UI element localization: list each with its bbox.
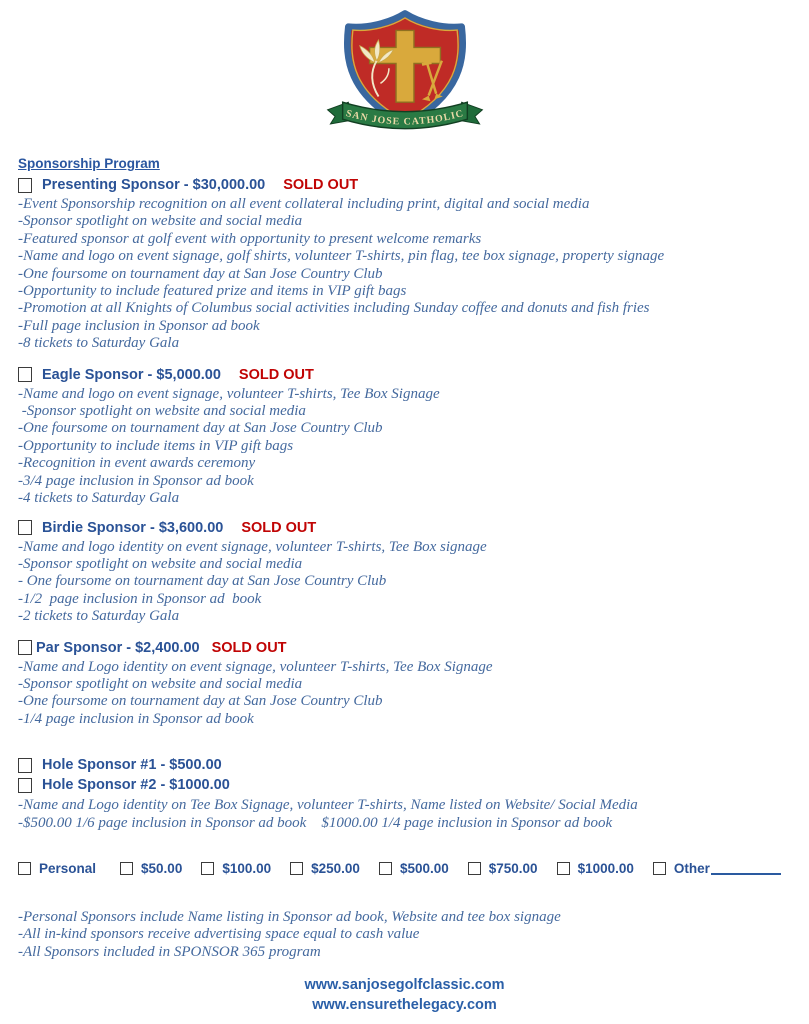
option-label: $750.00 xyxy=(488,860,538,876)
amount-1000-checkbox[interactable] xyxy=(557,862,570,875)
amount-1000-option xyxy=(557,861,634,876)
personal-checkbox[interactable] xyxy=(18,862,31,875)
benefit-line: -Featured sponsor at golf event with opportunity to present welcome remarks xyxy=(18,230,482,247)
tier-heading-row xyxy=(18,757,791,773)
presenting-sponsor-section xyxy=(18,177,791,353)
note-line: -Personal Sponsors include Name listing in Sponsor ad book, Website and tee box signage xyxy=(18,908,561,925)
sold-out-badge: SOLD OUT xyxy=(211,639,287,656)
sold-out-badge: SOLD OUT xyxy=(283,177,359,193)
eagle-sponsor-checkbox[interactable] xyxy=(18,367,32,382)
option-label: Other xyxy=(673,860,710,876)
eagle-sponsor-section xyxy=(18,367,791,508)
benefit-line: -Name and logo identity on event signage, volunteer T-shirts, Tee Box signage xyxy=(18,538,487,555)
benefit-line: -Name and Logo identity on event signage, volunteer T-shirts, Tee Box Signage xyxy=(18,658,493,675)
amount-500-checkbox[interactable] xyxy=(379,862,392,875)
benefit-line: -4 tickets to Saturday Gala xyxy=(18,490,180,507)
tier-label: Par Sponsor - $2,400.00 xyxy=(36,639,200,656)
other-option xyxy=(653,861,781,876)
amount-50-checkbox[interactable] xyxy=(120,862,133,875)
sold-out-badge: SOLD OUT xyxy=(238,366,314,383)
tier-label: Hole Sponsor #2 - $1000.00 xyxy=(42,777,230,794)
benefit-line: -Name and Logo identity on Tee Box Signage, volunteer T-shirts, Name listed on Website/ Social Media xyxy=(18,797,638,814)
benefit-line: -2 tickets to Saturday Gala xyxy=(18,608,180,625)
personal-option xyxy=(18,861,96,876)
presenting-sponsor-checkbox[interactable] xyxy=(18,178,32,193)
benefit-line: -Name and logo on event signage, golf shirts, volunteer T-shirts, pin flag, tee box signage, property signage xyxy=(18,248,665,265)
tier-heading-row xyxy=(18,777,791,793)
benefit-line: -One foursome on tournament day at San Jose Country Club xyxy=(18,265,383,282)
hole-sponsor-1-checkbox[interactable] xyxy=(18,758,32,773)
tier-label: Presenting Sponsor - $30,000.00 xyxy=(42,177,266,193)
option-label: $50.00 xyxy=(141,860,183,876)
benefit-line: -1/4 page inclusion in Sponsor ad book xyxy=(18,710,254,727)
benefit-line: -$500.00 1/6 page inclusion in Sponsor ad book $1000.00 1/4 page inclusion in Sponsor ad book xyxy=(18,814,613,831)
par-sponsor-checkbox[interactable] xyxy=(18,640,32,655)
option-label: $100.00 xyxy=(222,860,272,876)
benefit-line: -Name and logo on event signage, volunteer T-shirts, Tee Box Signage xyxy=(18,385,440,402)
amount-250-option xyxy=(290,861,360,876)
tier-heading-row xyxy=(18,520,791,536)
banner-text: SAN JOSE CATHOLIC xyxy=(344,108,465,128)
benefit-line: -Sponsor spotlight on website and social media xyxy=(18,213,303,230)
page-title: Sponsorship Program xyxy=(18,156,160,171)
hole-sponsor-section xyxy=(18,757,791,832)
par-sponsor-section xyxy=(18,640,791,729)
benefit-line: -Opportunity to include featured prize and items in VIP gift bags xyxy=(18,283,407,300)
option-label: Personal xyxy=(39,860,97,876)
note-line: -All Sponsors included in SPONSOR 365 program xyxy=(18,943,321,960)
option-label: $250.00 xyxy=(311,860,360,876)
benefit-line: -3/4 page inclusion in Sponsor ad book xyxy=(18,472,254,489)
amount-100-option xyxy=(201,861,271,876)
benefit-line: -Event Sponsorship recognition on all event collateral including print, digital and social media xyxy=(18,196,590,212)
personal-amount-row xyxy=(18,861,791,876)
amount-750-option xyxy=(468,861,538,876)
tier-label: Birdie Sponsor - $3,600.00 xyxy=(42,519,224,536)
benefit-line: -One foursome on tournament day at San Jose Country Club xyxy=(18,420,383,437)
benefit-line: -One foursome on tournament day at San Jose Country Club xyxy=(18,693,383,710)
benefit-line: -Promotion at all Knights of Columbus social activities including Sunday coffee and donuts and fish fries xyxy=(18,300,650,317)
footer-links xyxy=(18,976,791,1015)
benefit-line: -Recognition in event awards ceremony xyxy=(18,455,256,472)
hole-sponsor-2-checkbox[interactable] xyxy=(18,778,32,793)
tier-label: Eagle Sponsor - $5,000.00 xyxy=(42,366,221,383)
benefit-line: -Sponsor spotlight on website and social media xyxy=(18,403,306,420)
other-amount-write-in-line[interactable] xyxy=(711,862,781,875)
tier-heading-row xyxy=(18,640,791,656)
birdie-sponsor-section xyxy=(18,520,791,626)
tier-label: Hole Sponsor #1 - $500.00 xyxy=(42,757,222,774)
note-line: -All in-kind sponsors receive advertising space equal to cash value xyxy=(18,926,420,943)
option-label: $500.00 xyxy=(399,860,449,876)
benefit-line: -Sponsor spotlight on website and social media xyxy=(18,675,303,692)
logo-container xyxy=(0,0,809,139)
tier-heading-row xyxy=(18,177,791,193)
benefit-line: -Opportunity to include items in VIP gift bags xyxy=(18,437,294,454)
option-label: $1000.00 xyxy=(577,860,634,876)
hole-benefits xyxy=(18,797,791,832)
sponsor-notes xyxy=(18,909,791,961)
benefit-line: -Full page inclusion in Sponsor ad book xyxy=(18,317,260,334)
benefit-line: - One foursome on tournament day at San Jose Country Club xyxy=(18,573,387,590)
amount-750-checkbox[interactable] xyxy=(468,862,481,875)
page-content xyxy=(0,156,809,1015)
san-jose-catholic-crest-logo xyxy=(320,5,490,139)
amount-500-option xyxy=(379,861,449,876)
sold-out-badge: SOLD OUT xyxy=(241,519,317,536)
other-checkbox[interactable] xyxy=(653,862,666,875)
birdie-sponsor-checkbox[interactable] xyxy=(18,520,32,535)
benefit-line: -1/2 page inclusion in Sponsor ad book xyxy=(18,590,262,607)
amount-250-checkbox[interactable] xyxy=(290,862,303,875)
benefit-line: -Sponsor spotlight on website and social media xyxy=(18,555,303,572)
legacy-url[interactable]: www.ensurethelegacy.com xyxy=(312,996,497,1013)
amount-100-checkbox[interactable] xyxy=(201,862,214,875)
amount-50-option xyxy=(120,861,182,876)
benefit-line: -8 tickets to Saturday Gala xyxy=(18,335,180,352)
tier-heading-row xyxy=(18,367,791,383)
golf-classic-url[interactable]: www.sanjosegolfclassic.com xyxy=(304,977,505,994)
